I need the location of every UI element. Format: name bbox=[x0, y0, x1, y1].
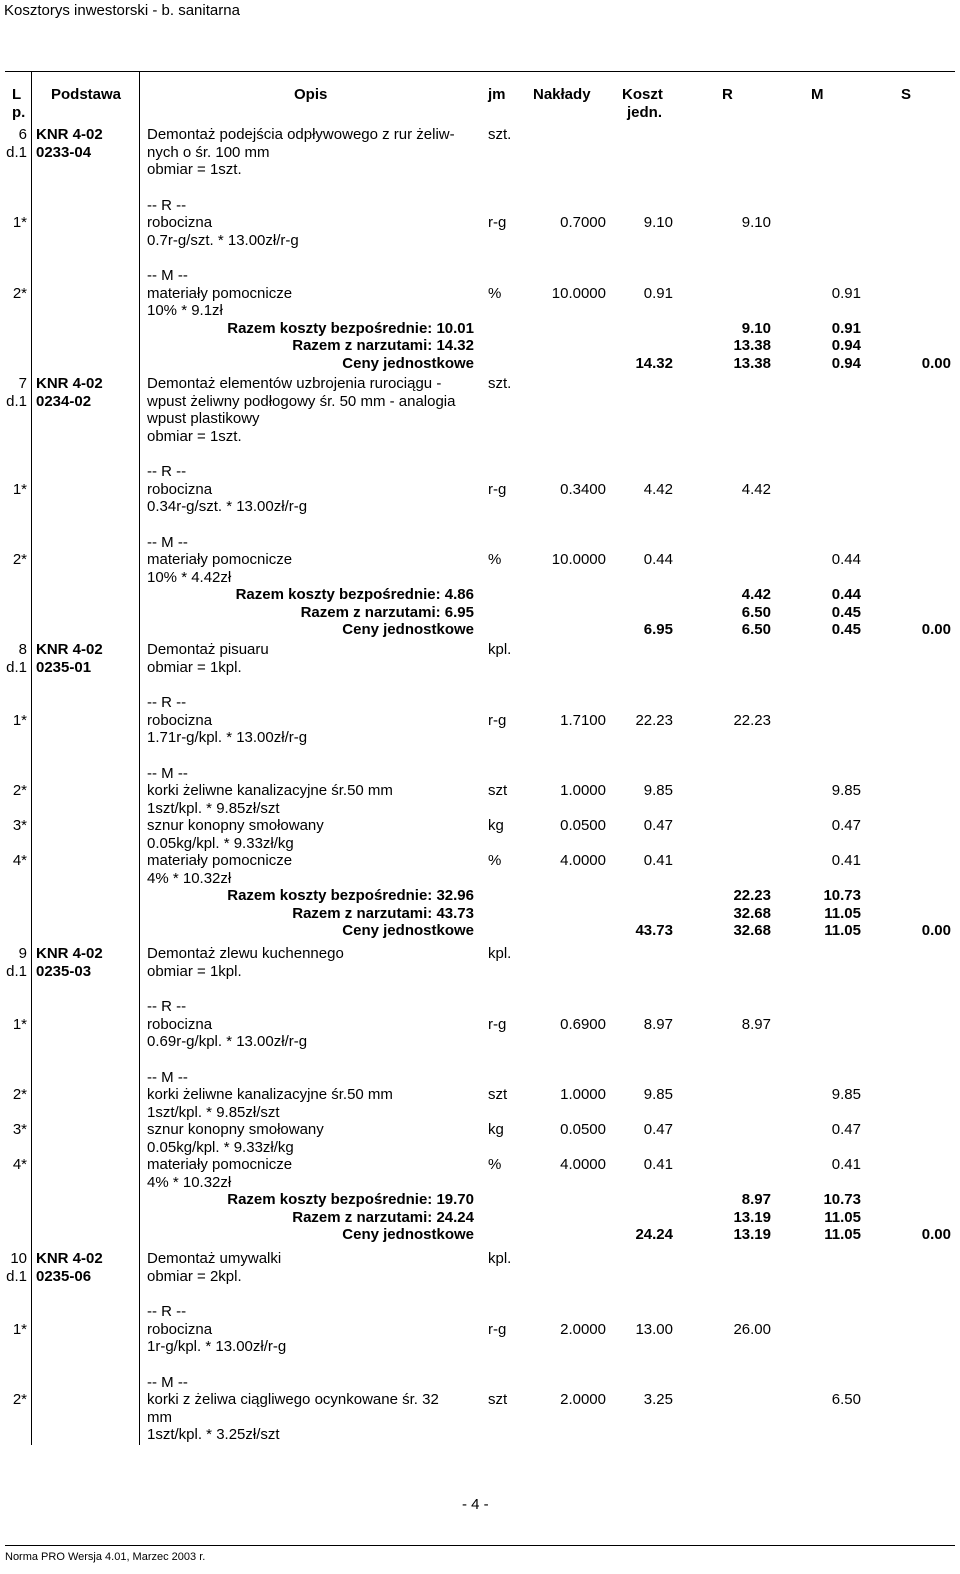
position-subnumber: d.1 bbox=[6, 392, 27, 410]
total-value-r: 6.50 bbox=[741, 621, 771, 638]
total-value-r: 32.68 bbox=[733, 922, 771, 939]
resource-unit: r-g bbox=[488, 1015, 507, 1033]
total-value-s: 0.00 bbox=[921, 1226, 951, 1243]
resource-unit-cost: 9.85 bbox=[643, 782, 673, 799]
position-description-line: obmiar = 1kpl. bbox=[147, 962, 242, 980]
header-lp-2: p. bbox=[12, 104, 26, 121]
resource-line: -- R -- bbox=[147, 694, 187, 711]
resource-number: 1* bbox=[12, 711, 27, 729]
resource-line: korki żeliwne kanalizacyjne śr.50 mm bbox=[147, 1086, 393, 1103]
resource-number: 1* bbox=[12, 1320, 27, 1338]
resource-line: -- M -- bbox=[147, 533, 188, 551]
total-value-m: 0.94 bbox=[831, 337, 861, 354]
total-value-s: 0.00 bbox=[921, 922, 951, 939]
resource-value-m: 0.47 bbox=[831, 1121, 861, 1138]
resource-quantity: 0.3400 bbox=[560, 480, 606, 498]
resource-line: sznur konopny smołowany bbox=[147, 1121, 324, 1138]
total-label: Razem koszty bezpośrednie: 4.86 bbox=[235, 586, 474, 603]
resource-unit-cost: 9.10 bbox=[643, 214, 673, 231]
resource-line: 1szt/kpl. * 9.85zł/szt bbox=[147, 799, 280, 817]
resource-line: robocizna bbox=[147, 1320, 213, 1338]
resource-unit: kg bbox=[488, 1121, 504, 1138]
total-label: Razem koszty bezpośrednie: 32.96 bbox=[227, 887, 474, 904]
resource-line: materiały pomocnicze bbox=[147, 284, 293, 302]
resource-number: 3* bbox=[12, 817, 27, 834]
resource-line: -- M -- bbox=[147, 764, 188, 782]
resource-line: robocizna bbox=[147, 711, 213, 729]
resource-unit-cost: 0.47 bbox=[643, 817, 673, 834]
resource-unit-cost: 0.41 bbox=[643, 852, 673, 869]
resource-value-m: 0.41 bbox=[831, 1156, 861, 1173]
resource-number: 2* bbox=[12, 284, 27, 302]
total-value-r: 4.42 bbox=[741, 586, 771, 603]
resource-quantity: 10.0000 bbox=[551, 551, 606, 568]
resource-number: 2* bbox=[12, 551, 27, 568]
resource-quantity: 4.0000 bbox=[560, 852, 606, 869]
position-base-catalog: KNR 4-02 bbox=[36, 126, 103, 143]
total-unit-price: 43.73 bbox=[635, 922, 673, 939]
resource-line: 10% * 9.1zł bbox=[147, 302, 223, 319]
resource-unit: szt bbox=[488, 782, 508, 799]
resource-number: 3* bbox=[12, 1121, 27, 1138]
resource-line: 4% * 10.32zł bbox=[147, 869, 232, 887]
total-label: Ceny jednostkowe bbox=[342, 1226, 474, 1243]
page-number: - 4 - bbox=[462, 1496, 489, 1513]
header-r: R bbox=[722, 86, 733, 103]
resource-unit-cost: 0.91 bbox=[643, 284, 673, 302]
resource-number: 2* bbox=[12, 782, 27, 799]
column-rule-podstawa bbox=[139, 71, 140, 1445]
resource-line: materiały pomocnicze bbox=[147, 852, 293, 869]
position-base-code: 0233-04 bbox=[36, 143, 92, 161]
total-label: Ceny jednostkowe bbox=[342, 354, 474, 372]
total-value-m: 0.45 bbox=[831, 603, 861, 621]
total-value-r: 9.10 bbox=[741, 319, 771, 337]
resource-value-r: 8.97 bbox=[741, 1015, 771, 1033]
position-subnumber: d.1 bbox=[6, 962, 27, 980]
position-unit: szt. bbox=[488, 375, 512, 392]
resource-value-m: 6.50 bbox=[831, 1391, 861, 1408]
resource-quantity: 0.0500 bbox=[560, 817, 606, 834]
resource-line: 4% * 10.32zł bbox=[147, 1173, 232, 1191]
resource-number: 2* bbox=[12, 1391, 27, 1408]
total-value-m: 11.05 bbox=[824, 904, 861, 922]
total-value-m: 11.05 bbox=[824, 1226, 861, 1243]
position-base-catalog: KNR 4-02 bbox=[36, 641, 103, 658]
resource-quantity: 0.0500 bbox=[560, 1121, 606, 1138]
resource-quantity: 10.0000 bbox=[551, 284, 606, 302]
column-rule-lp bbox=[31, 71, 32, 1445]
resource-value-m: 0.91 bbox=[831, 284, 861, 302]
position-description-line: obmiar = 1szt. bbox=[147, 427, 242, 445]
header-koszt-2: jedn. bbox=[627, 104, 663, 121]
total-label: Razem z narzutami: 43.73 bbox=[292, 904, 474, 922]
position-description-line: Demontaż umywalki bbox=[147, 1250, 282, 1267]
total-unit-price: 24.24 bbox=[635, 1226, 673, 1243]
resource-unit-cost: 3.25 bbox=[643, 1391, 673, 1408]
position-unit: kpl. bbox=[488, 1250, 512, 1267]
document-title: Kosztorys inwestorski - b. sanitarna bbox=[4, 2, 240, 19]
position-base-code: 0235-01 bbox=[36, 658, 92, 676]
resource-number: 4* bbox=[12, 852, 27, 869]
resource-number: 1* bbox=[12, 1015, 27, 1033]
resource-unit: r-g bbox=[488, 711, 507, 729]
total-value-m: 11.05 bbox=[824, 1208, 861, 1226]
resource-quantity: 2.0000 bbox=[560, 1391, 606, 1408]
position-subnumber: d.1 bbox=[6, 143, 27, 161]
position-subnumber: d.1 bbox=[6, 1267, 27, 1285]
resource-line: -- R -- bbox=[147, 463, 187, 480]
position-description-line: Demontaż podejścia odpływowego z rur żeliw- bbox=[147, 126, 455, 143]
resource-value-m: 0.47 bbox=[831, 817, 861, 834]
position-description-line: wpust żeliwny podłogowy śr. 50 mm - analogia bbox=[147, 392, 456, 410]
resource-line: 0.05kg/kpl. * 9.33zł/kg bbox=[147, 834, 294, 852]
resource-unit-cost: 0.44 bbox=[643, 551, 673, 568]
resource-line: sznur konopny smołowany bbox=[147, 817, 324, 834]
resource-unit: r-g bbox=[488, 214, 507, 231]
resource-line: -- R -- bbox=[147, 1303, 187, 1320]
resource-line: mm bbox=[147, 1408, 172, 1426]
total-label: Razem koszty bezpośrednie: 19.70 bbox=[227, 1191, 474, 1208]
resource-unit-cost: 8.97 bbox=[643, 1015, 673, 1033]
resource-unit-cost: 9.85 bbox=[643, 1086, 673, 1103]
position-description-line: obmiar = 2kpl. bbox=[147, 1267, 242, 1285]
total-unit-price: 14.32 bbox=[635, 354, 673, 372]
position-unit: kpl. bbox=[488, 641, 512, 658]
resource-line: korki z żeliwa ciągliwego ocynkowane śr. 32 bbox=[147, 1391, 439, 1408]
header-s: S bbox=[901, 86, 912, 103]
position-number: 6 bbox=[18, 126, 27, 143]
resource-unit: r-g bbox=[488, 480, 507, 498]
resource-line: 1szt/kpl. * 9.85zł/szt bbox=[147, 1103, 280, 1121]
total-label: Razem koszty bezpośrednie: 10.01 bbox=[227, 319, 474, 337]
resource-line: 1r-g/kpl. * 13.00zł/r-g bbox=[147, 1338, 287, 1355]
resource-number: 2* bbox=[12, 1086, 27, 1103]
position-description-line: nych o śr. 100 mm bbox=[147, 143, 270, 161]
resource-line: -- R -- bbox=[147, 998, 187, 1015]
resource-line: korki żeliwne kanalizacyjne śr.50 mm bbox=[147, 782, 393, 799]
resource-line: -- M -- bbox=[147, 1373, 188, 1391]
position-number: 8 bbox=[18, 641, 27, 658]
header-naklady: Nakłady bbox=[533, 86, 591, 103]
resource-number: 1* bbox=[12, 214, 27, 231]
resource-line: -- R -- bbox=[147, 196, 187, 214]
resource-value-r: 4.42 bbox=[741, 480, 771, 498]
total-value-r: 13.38 bbox=[733, 354, 771, 372]
resource-unit-cost: 13.00 bbox=[635, 1320, 673, 1338]
resource-unit-cost: 4.42 bbox=[643, 480, 673, 498]
total-value-r: 13.19 bbox=[733, 1208, 771, 1226]
total-value-m: 0.94 bbox=[831, 354, 861, 372]
resource-unit: % bbox=[488, 551, 502, 568]
resource-value-r: 9.10 bbox=[741, 214, 771, 231]
resource-line: 0.69r-g/kpl. * 13.00zł/r-g bbox=[147, 1033, 308, 1050]
total-label: Razem z narzutami: 6.95 bbox=[300, 603, 474, 621]
total-label: Ceny jednostkowe bbox=[342, 922, 474, 939]
resource-line: robocizna bbox=[147, 1015, 213, 1033]
position-description-line: Demontaż elementów uzbrojenia rurociągu - bbox=[147, 375, 442, 392]
resource-quantity: 1.0000 bbox=[560, 1086, 606, 1103]
total-value-r: 6.50 bbox=[741, 603, 771, 621]
header-koszt: Koszt bbox=[622, 86, 663, 103]
resource-value-r: 26.00 bbox=[733, 1320, 771, 1338]
position-unit: szt. bbox=[488, 126, 512, 143]
resource-unit-cost: 22.23 bbox=[635, 711, 673, 729]
position-description-line: Demontaż pisuaru bbox=[147, 641, 269, 658]
position-description-line: obmiar = 1kpl. bbox=[147, 658, 242, 676]
resource-unit: szt bbox=[488, 1086, 508, 1103]
header-top-rule bbox=[5, 71, 955, 72]
header-m: M bbox=[811, 86, 824, 103]
total-label: Razem z narzutami: 24.24 bbox=[292, 1208, 474, 1226]
resource-number: 4* bbox=[12, 1156, 27, 1173]
header-lp: L bbox=[12, 86, 22, 103]
footer-rule bbox=[5, 1545, 955, 1546]
total-value-m: 10.73 bbox=[823, 887, 861, 904]
resource-line: -- M -- bbox=[147, 1068, 188, 1086]
resource-unit: % bbox=[488, 284, 502, 302]
resource-line: 0.7r-g/szt. * 13.00zł/r-g bbox=[147, 231, 299, 249]
position-subnumber: d.1 bbox=[6, 658, 27, 676]
header-jm: jm bbox=[488, 86, 506, 103]
resource-unit: % bbox=[488, 1156, 502, 1173]
program-footer: Norma PRO Wersja 4.01, Marzec 2003 r. bbox=[5, 1551, 206, 1563]
total-value-r: 13.38 bbox=[733, 337, 771, 354]
resource-quantity: 0.6900 bbox=[560, 1015, 606, 1033]
total-value-m: 0.44 bbox=[831, 586, 861, 603]
position-number: 10 bbox=[10, 1250, 27, 1267]
position-description-line: wpust plastikowy bbox=[147, 410, 260, 427]
resource-value-m: 0.41 bbox=[831, 852, 861, 869]
total-label: Razem z narzutami: 14.32 bbox=[292, 337, 474, 354]
resource-line: 1szt/kpl. * 3.25zł/szt bbox=[147, 1426, 280, 1443]
total-value-m: 11.05 bbox=[824, 922, 861, 939]
resource-line: 10% * 4.42zł bbox=[147, 568, 232, 586]
resource-quantity: 1.0000 bbox=[560, 782, 606, 799]
resource-quantity: 4.0000 bbox=[560, 1156, 606, 1173]
header-podstawa: Podstawa bbox=[51, 86, 122, 103]
total-value-r: 13.19 bbox=[733, 1226, 771, 1243]
resource-line: -- M -- bbox=[147, 267, 188, 284]
resource-line: 0.34r-g/szt. * 13.00zł/r-g bbox=[147, 498, 308, 515]
total-value-m: 0.45 bbox=[831, 621, 861, 638]
resource-unit: % bbox=[488, 852, 502, 869]
resource-line: materiały pomocnicze bbox=[147, 551, 293, 568]
position-base-catalog: KNR 4-02 bbox=[36, 375, 103, 392]
total-value-r: 8.97 bbox=[741, 1191, 771, 1208]
resource-number: 1* bbox=[12, 480, 27, 498]
resource-quantity: 0.7000 bbox=[560, 214, 606, 231]
position-number: 7 bbox=[18, 375, 27, 392]
position-number: 9 bbox=[18, 945, 27, 962]
total-value-s: 0.00 bbox=[921, 354, 951, 372]
resource-value-m: 9.85 bbox=[831, 1086, 861, 1103]
resource-line: 0.05kg/kpl. * 9.33zł/kg bbox=[147, 1138, 294, 1156]
resource-line: robocizna bbox=[147, 480, 213, 498]
resource-unit: r-g bbox=[488, 1320, 507, 1338]
position-unit: kpl. bbox=[488, 945, 512, 962]
position-base-code: 0235-06 bbox=[36, 1267, 92, 1285]
resource-value-m: 0.44 bbox=[831, 551, 861, 568]
resource-line: 1.71r-g/kpl. * 13.00zł/r-g bbox=[147, 729, 308, 746]
resource-quantity: 1.7100 bbox=[560, 711, 606, 729]
total-value-r: 32.68 bbox=[733, 904, 771, 922]
resource-unit-cost: 0.41 bbox=[643, 1156, 673, 1173]
position-base-catalog: KNR 4-02 bbox=[36, 1250, 103, 1267]
total-value-s: 0.00 bbox=[921, 621, 951, 638]
total-unit-price: 6.95 bbox=[643, 621, 673, 638]
total-label: Ceny jednostkowe bbox=[342, 621, 474, 638]
position-base-code: 0234-02 bbox=[36, 392, 92, 410]
resource-value-m: 9.85 bbox=[831, 782, 861, 799]
position-description-line: Demontaż zlewu kuchennego bbox=[147, 945, 344, 962]
resource-unit-cost: 0.47 bbox=[643, 1121, 673, 1138]
total-value-r: 22.23 bbox=[733, 887, 771, 904]
position-description-line: obmiar = 1szt. bbox=[147, 161, 242, 178]
total-value-m: 10.73 bbox=[823, 1191, 861, 1208]
resource-line: materiały pomocnicze bbox=[147, 1156, 293, 1173]
resource-value-r: 22.23 bbox=[733, 711, 771, 729]
resource-unit: kg bbox=[488, 817, 504, 834]
resource-quantity: 2.0000 bbox=[560, 1320, 606, 1338]
position-base-catalog: KNR 4-02 bbox=[36, 945, 103, 962]
resource-line: robocizna bbox=[147, 214, 213, 231]
resource-unit: szt bbox=[488, 1391, 508, 1408]
total-value-m: 0.91 bbox=[831, 319, 861, 337]
position-base-code: 0235-03 bbox=[36, 962, 92, 980]
header-opis: Opis bbox=[294, 86, 328, 103]
